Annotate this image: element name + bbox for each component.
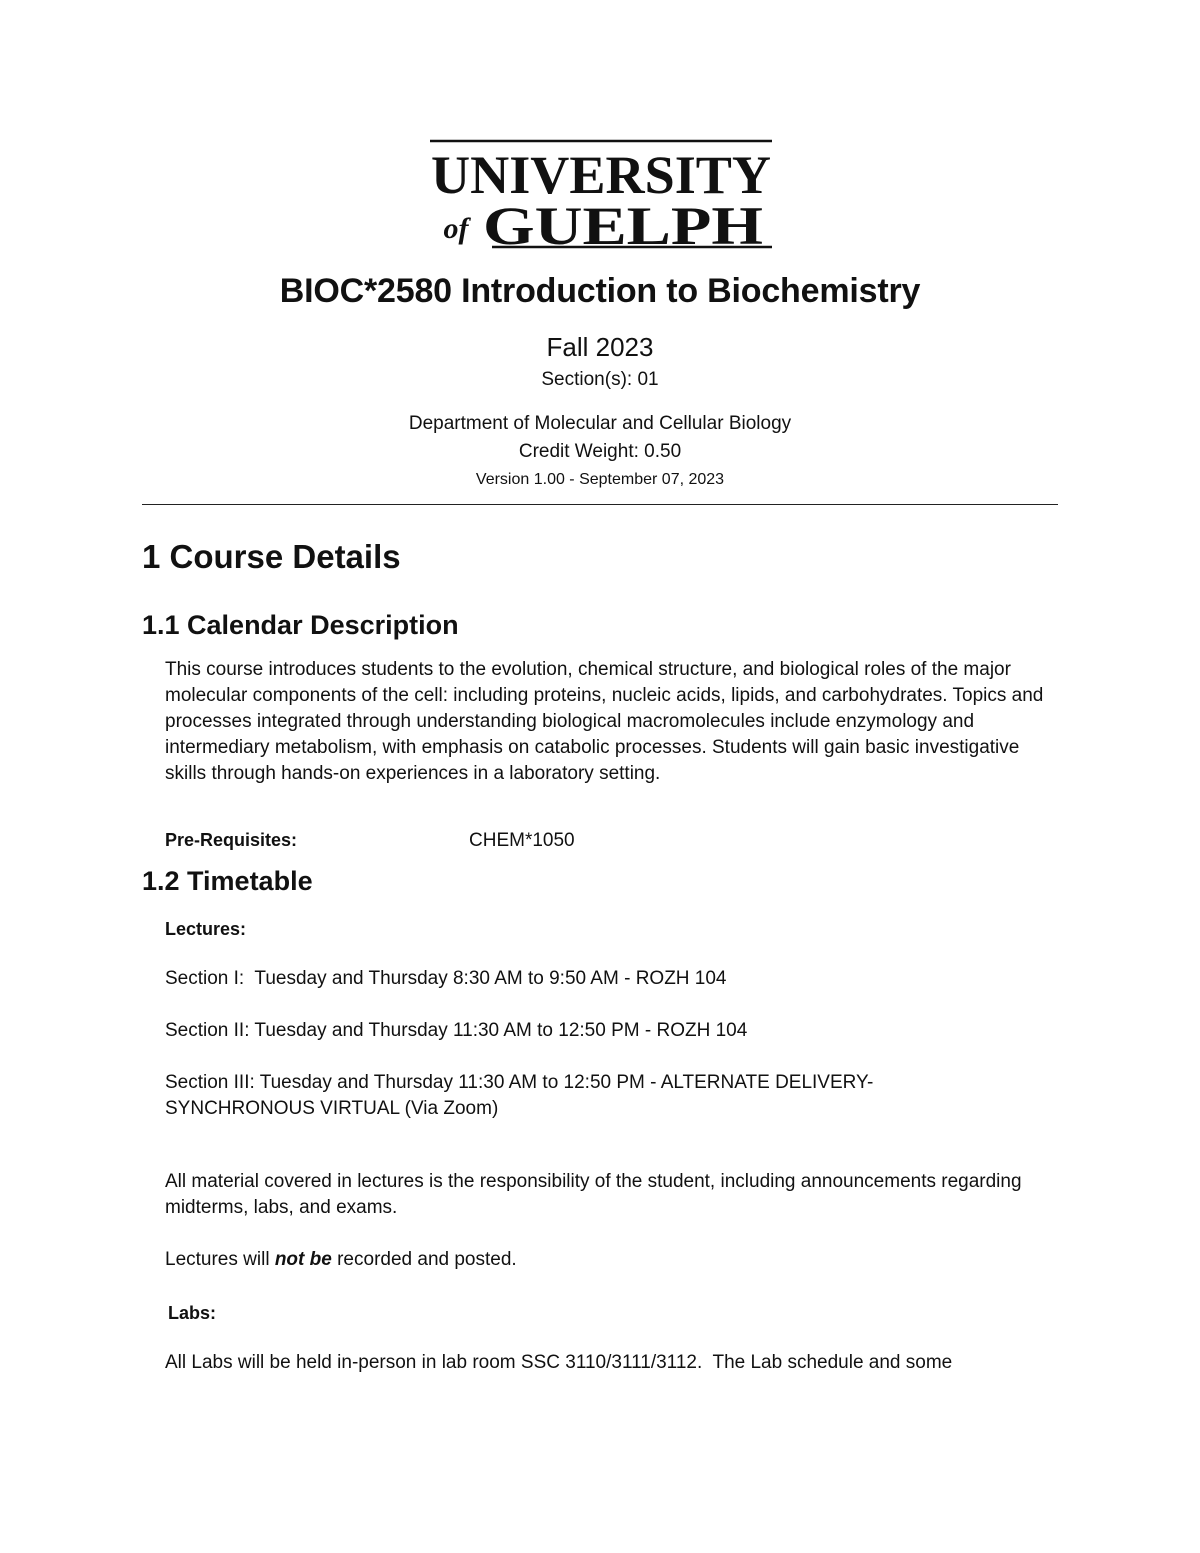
- labs-text: All Labs will be held in-person in lab room SSC 3110/3111/3112. The Lab schedule and some: [165, 1352, 953, 1373]
- header-divider: [142, 504, 1058, 505]
- calendar-description-text: This course introduces students to the evolution, chemical structure, and biological roles of the major molecular components of the cell: including proteins, nucleic acids, lipids, and carbohydrates. Topics and processes integrated through understanding biological macromolecules include enzymology and intermediary metabolism, with emphasis on catabolic processes. Students will gain basic investigative skills through hands-on experiences in a laboratory setting.: [165, 659, 1044, 784]
- lectures-label: Lectures:: [165, 919, 247, 939]
- lecture-section-i: Section I: Tuesday and Thursday 8:30 AM to 9:50 AM - ROZH 104: [165, 968, 727, 989]
- university-of-guelph-logo: [428, 138, 774, 250]
- recording-note-after: recorded and posted.: [331, 1249, 517, 1270]
- lecture-material-note: All material covered in lectures is the responsibility of the student, including announcements regarding midterms, labs, and exams.: [165, 1171, 1022, 1218]
- labs-label: Labs:: [168, 1303, 217, 1323]
- department: Department of Molecular and Cellular Biology: [408, 413, 792, 434]
- subheading-timetable: 1.2 Timetable: [142, 866, 313, 896]
- logo-line1: UNIVERSITY: [431, 145, 771, 205]
- prerequisites-label: Pre-Requisites:: [165, 830, 298, 850]
- logo-graphic: [428, 138, 774, 250]
- sections: Section(s): 01: [541, 369, 659, 390]
- lecture-section-ii: Section II: Tuesday and Thursday 11:30 AM to 12:50 PM - ROZH 104: [165, 1020, 748, 1041]
- recording-note-emphasis: not be: [274, 1249, 332, 1270]
- section-heading-course-details: 1 Course Details: [142, 538, 401, 575]
- version-line: Version 1.00 - September 07, 2023: [475, 471, 725, 488]
- recording-note: [165, 1247, 1065, 1273]
- subheading-calendar-description: 1.1 Calendar Description: [142, 610, 459, 640]
- term: Fall 2023: [546, 332, 654, 362]
- logo-line2: GUELPH: [483, 196, 763, 250]
- logo-of: of: [443, 212, 469, 245]
- recording-note-before: Lectures will: [165, 1249, 275, 1270]
- lecture-section-iii: Section III: Tuesday and Thursday 11:30 AM to 12:50 PM - ALTERNATE DELIVERY-SYNCHRONOUS VIRTUAL (Via Zoom): [165, 1072, 874, 1119]
- credit-weight: Credit Weight: 0.50: [518, 441, 682, 462]
- course-title: BIOC*2580 Introduction to Biochemistry: [279, 272, 921, 310]
- prerequisites-value: CHEM*1050: [469, 830, 575, 851]
